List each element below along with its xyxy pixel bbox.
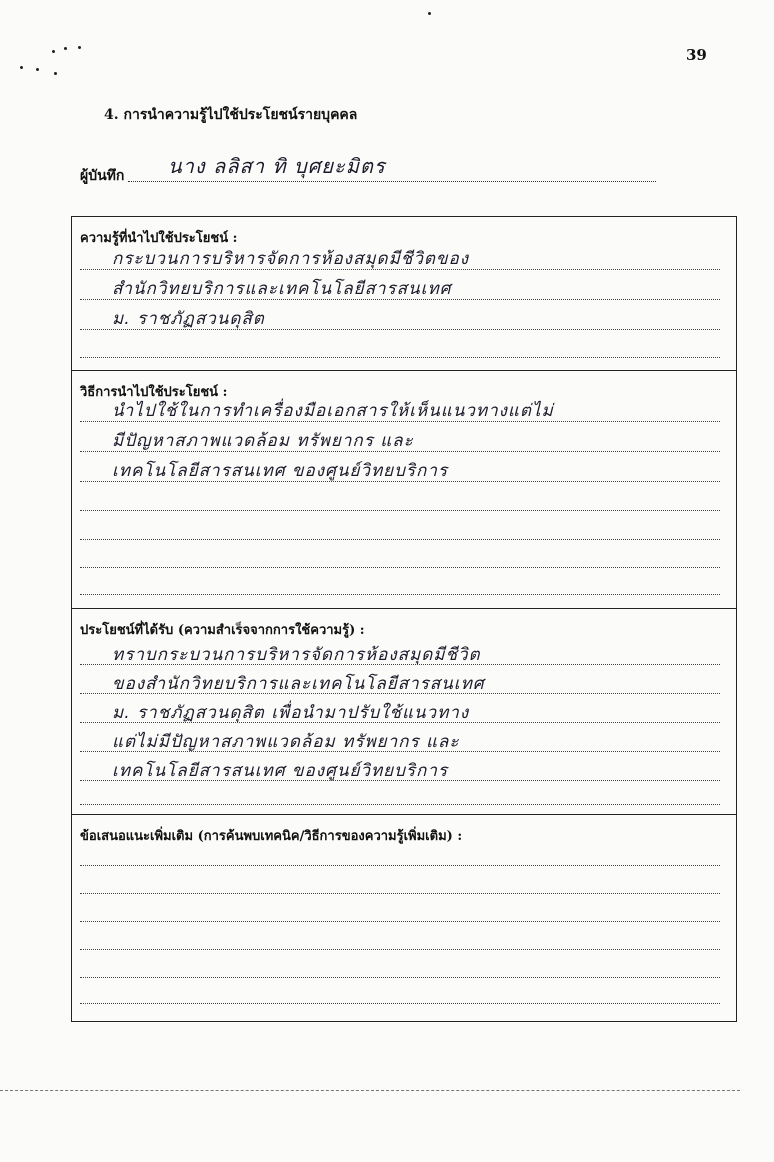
method-line-1: นำไปใช้ในการทำเครื่องมือเอกสารให้เห็นแนวทางแต่ไม่ xyxy=(112,401,554,421)
scan-speck xyxy=(52,50,55,53)
recorder-label: ผู้บันทึก xyxy=(80,168,125,184)
benefit-section xyxy=(72,608,736,814)
scan-speck xyxy=(54,72,57,75)
dotted-line xyxy=(80,865,720,866)
suggestion-section xyxy=(72,814,736,1023)
benefit-line-2: ของสำนักวิทยบริการและเทคโนโลยีสารสนเทศ xyxy=(112,674,485,694)
dotted-line xyxy=(80,269,720,270)
suggestion-label: ข้อเสนอแนะเพิ่มเติม (การค้นพบเทคนิค/วิธีการของความรู้เพิ่มเติม) : xyxy=(80,829,463,844)
scan-speck xyxy=(428,12,431,15)
method-line-3: เทคโนโลยีสารสนเทศ ของศูนย์วิทยบริการ xyxy=(112,461,449,481)
benefit-line-3: ม. ราชภัฏสวนดุสิต เพื่อนำมาปรับใช้แนวทาง xyxy=(112,703,470,723)
dotted-line xyxy=(80,949,720,950)
benefit-line-5: เทคโนโลยีสารสนเทศ ของศูนย์วิทยบริการ xyxy=(112,761,449,781)
form-box xyxy=(71,216,737,1022)
recorder-signature: นาง ลลิสา ทิ บุศยะมิตร xyxy=(168,154,386,178)
section-title: 4. การนำความรู้ไปใช้ประโยชน์รายบุคคล xyxy=(104,107,358,123)
dotted-line xyxy=(80,1003,720,1004)
dotted-line xyxy=(80,421,720,422)
dotted-line xyxy=(80,357,720,358)
method-section xyxy=(72,370,736,608)
page-bottom-rule xyxy=(0,1090,740,1091)
benefit-label: ประโยชน์ที่ได้รับ (ความสำเร็จจากการใช้ความรู้) : xyxy=(80,623,365,638)
dotted-line xyxy=(80,539,720,540)
dotted-line xyxy=(80,481,720,482)
dotted-line xyxy=(80,567,720,568)
dotted-line xyxy=(80,329,720,330)
scan-speck xyxy=(20,66,23,69)
dotted-line xyxy=(80,780,720,781)
dotted-line xyxy=(80,921,720,922)
page-number: 39 xyxy=(686,46,707,64)
dotted-line xyxy=(80,693,720,694)
dotted-line xyxy=(80,594,720,595)
dotted-line xyxy=(80,510,720,511)
dotted-line xyxy=(80,751,720,752)
dotted-line xyxy=(80,664,720,665)
dotted-line xyxy=(80,299,720,300)
scan-speck xyxy=(78,46,81,49)
knowledge-label: ความรู้ที่นำไปใช้ประโยชน์ : xyxy=(80,231,238,246)
method-line-2: มีปัญหาสภาพแวดล้อม ทรัพยากร และ xyxy=(112,431,414,451)
dotted-line xyxy=(80,977,720,978)
dotted-line xyxy=(80,893,720,894)
knowledge-line-1: กระบวนการบริหารจัดการห้องสมุดมีชีวิตของ xyxy=(112,249,470,269)
knowledge-line-2: สำนักวิทยบริการและเทคโนโลยีสารสนเทศ xyxy=(112,279,452,299)
method-label: วิธีการนำไปใช้ประโยชน์ : xyxy=(80,385,228,400)
dotted-line xyxy=(80,804,720,805)
benefit-line-1: ทราบกระบวนการบริหารจัดการห้องสมุดมีชีวิต xyxy=(112,645,481,665)
benefit-line-4: แต่ไม่มีปัญหาสภาพแวดล้อม ทรัพยากร และ xyxy=(112,732,460,752)
knowledge-section xyxy=(72,217,736,370)
knowledge-line-3: ม. ราชภัฏสวนดุสิต xyxy=(112,309,265,329)
scan-speck xyxy=(36,68,39,71)
scan-speck xyxy=(64,47,67,50)
dotted-line xyxy=(80,722,720,723)
dotted-line xyxy=(80,451,720,452)
